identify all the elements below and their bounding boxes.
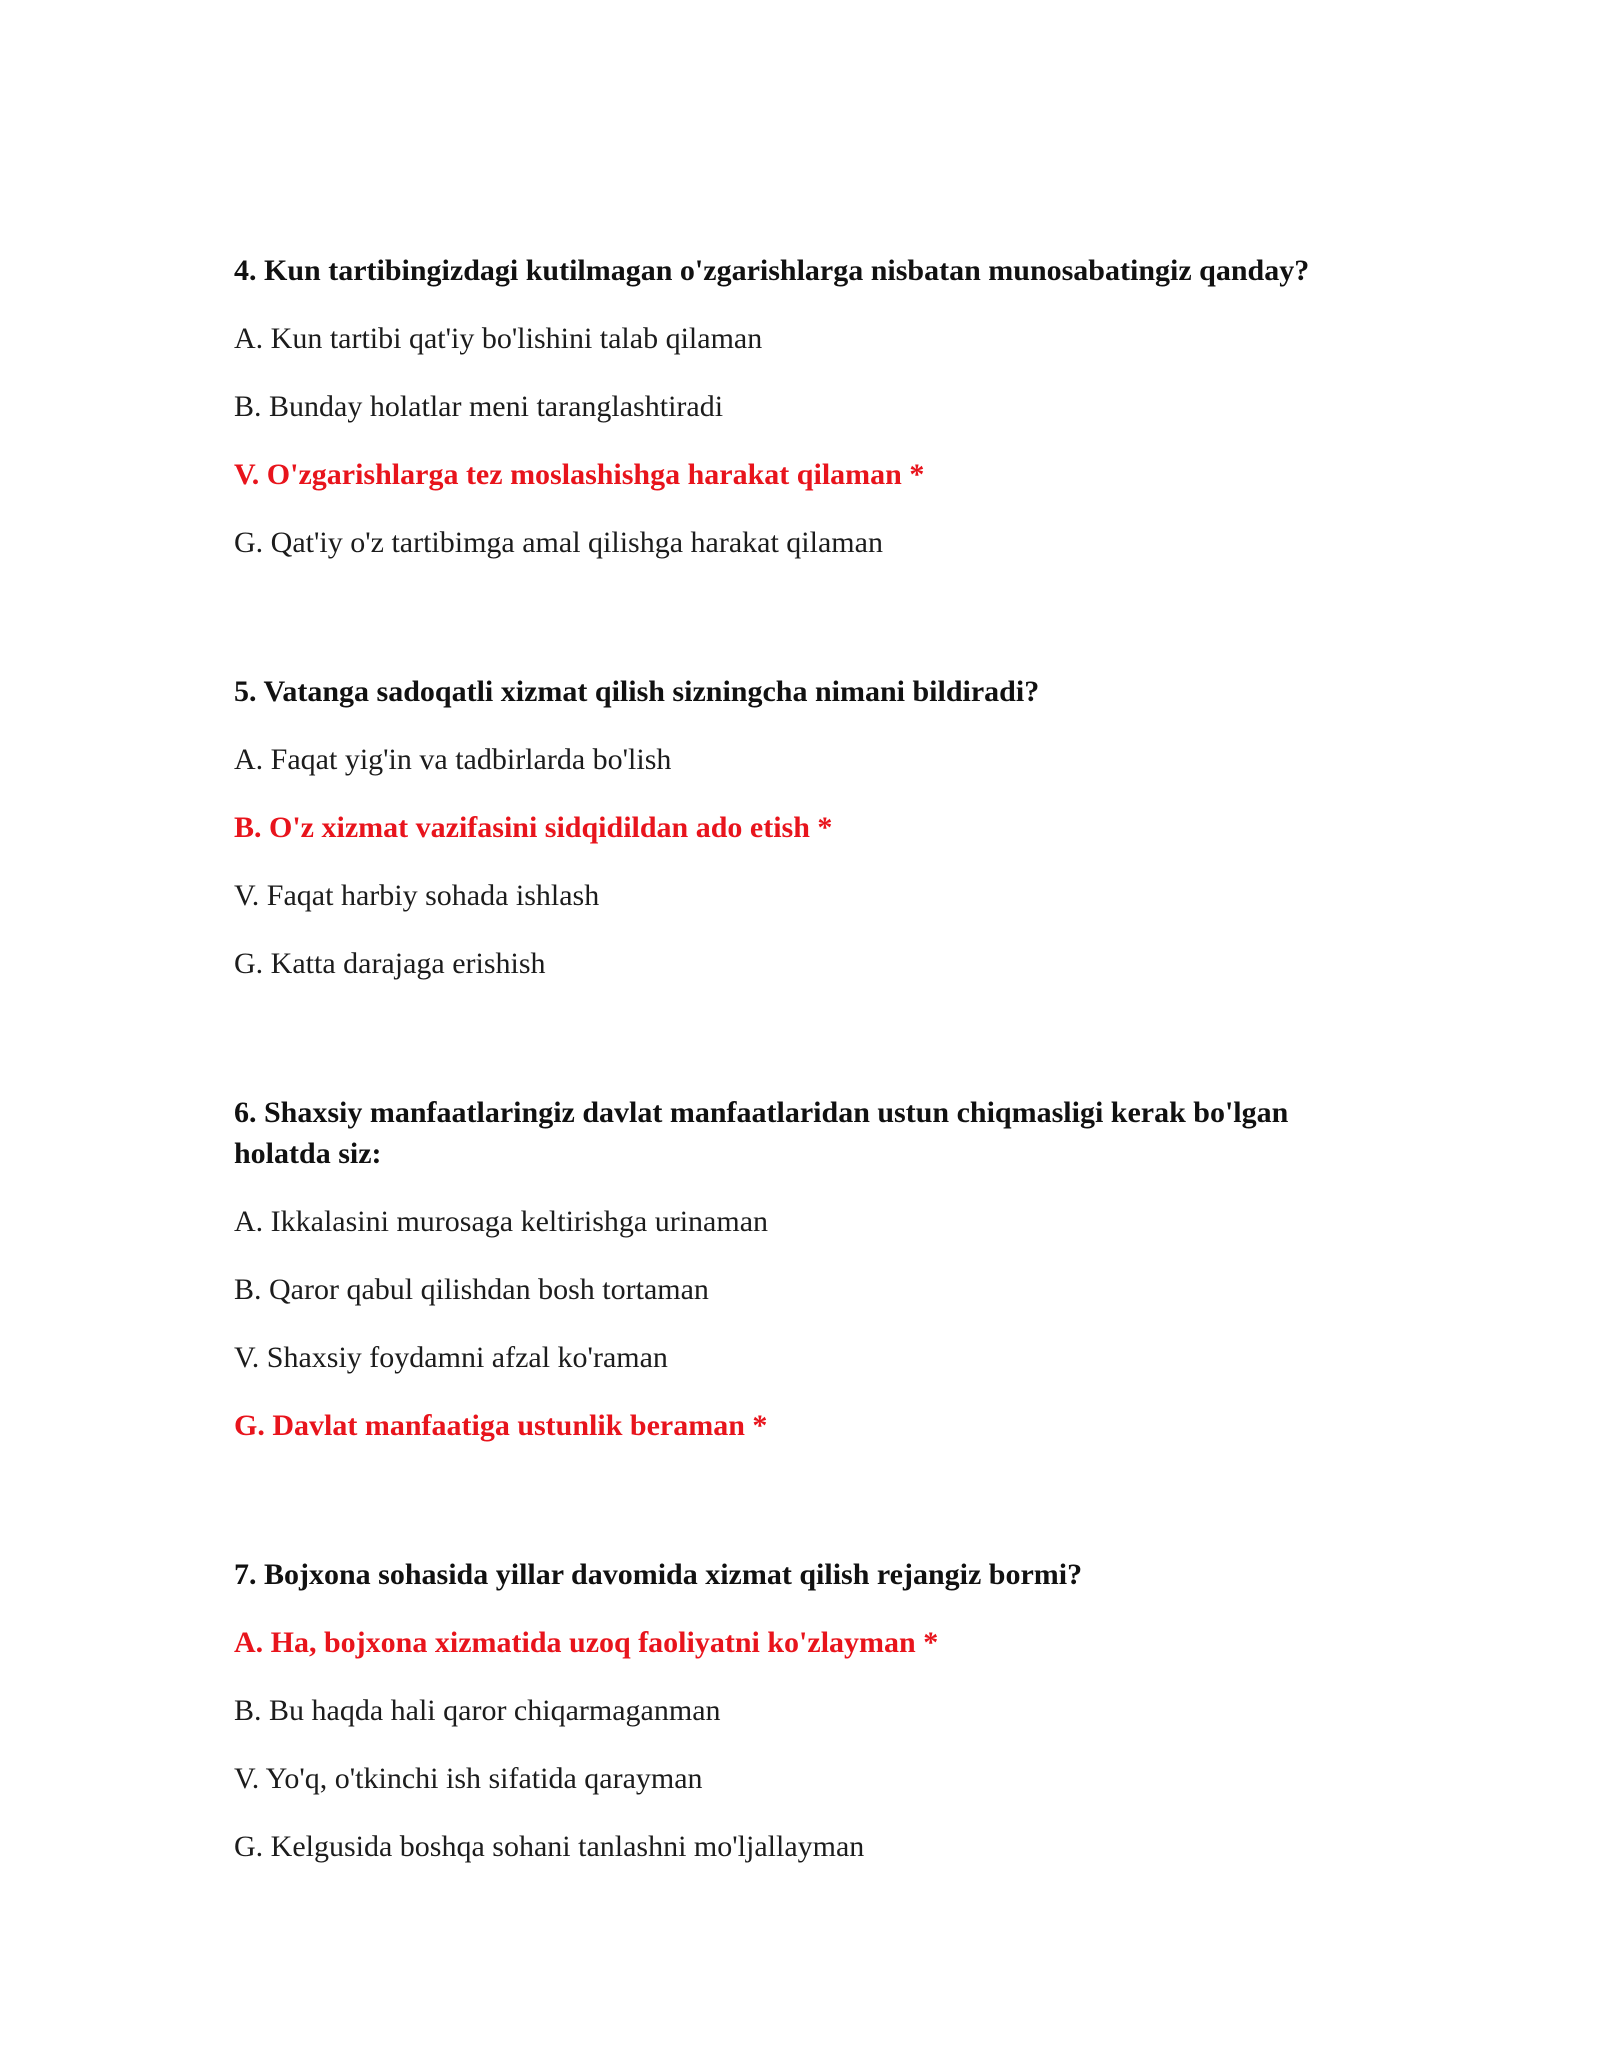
correct-answer-option-v: V. O'zgarishlarga tez moslashishga harakat qilaman * <box>234 458 925 491</box>
question-text: 7. Bojxona sohasida yillar davomida xizmat qilish rejangiz bormi? <box>234 1558 1083 1591</box>
answer-option-v: V. Yo'q, o'tkinchi ish sifatida qarayman <box>234 1762 703 1795</box>
question-7 <box>234 1554 1384 1867</box>
question-5 <box>234 671 1384 984</box>
correct-answer-option-g: G. Davlat manfaatiga ustunlik beraman * <box>234 1409 768 1442</box>
answer-option-b: B. Qaror qabul qilishdan bosh tortaman <box>234 1273 709 1306</box>
correct-answer-option-b: B. O'z xizmat vazifasini sidqidildan ado etish * <box>234 811 833 844</box>
answer-option-v: V. Shaxsiy foydamni afzal ko'raman <box>234 1341 668 1374</box>
answer-option-b: B. Bu haqda hali qaror chiqarmaganman <box>234 1694 721 1727</box>
question-4 <box>234 250 1384 563</box>
answer-option-v: V. Faqat harbiy sohada ishlash <box>234 879 600 912</box>
answer-option-a: A. Ikkalasini murosaga keltirishga urinaman <box>234 1205 769 1238</box>
answer-option-a: A. Kun tartibi qat'iy bo'lishini talab qilaman <box>234 322 763 355</box>
answer-option-a: A. Faqat yig'in va tadbirlarda bo'lish <box>234 743 672 776</box>
question-text: 5. Vatanga sadoqatli xizmat qilish sizningcha nimani bildiradi? <box>234 675 1040 708</box>
correct-answer-option-a: A. Ha, bojxona xizmatida uzoq faoliyatni ko'zlayman * <box>234 1626 939 1659</box>
answer-option-b: B. Bunday holatlar meni taranglashtiradi <box>234 390 724 423</box>
question-text: 4. Kun tartibingizdagi kutilmagan o'zgarishlarga nisbatan munosabatingiz qanday? <box>234 254 1310 287</box>
document-page <box>234 250 1384 1975</box>
answer-option-g: G. Qat'iy o'z tartibimga amal qilishga harakat qilaman <box>234 526 883 559</box>
question-6 <box>234 1092 1384 1446</box>
answer-option-g: G. Kelgusida boshqa sohani tanlashni mo'ljallayman <box>234 1830 865 1863</box>
question-text: 6. Shaxsiy manfaatlaringiz davlat manfaatlaridan ustun chiqmasligi kerak bo'lgan holatda siz: <box>234 1096 1289 1170</box>
answer-option-g: G. Katta darajaga erishish <box>234 947 546 980</box>
